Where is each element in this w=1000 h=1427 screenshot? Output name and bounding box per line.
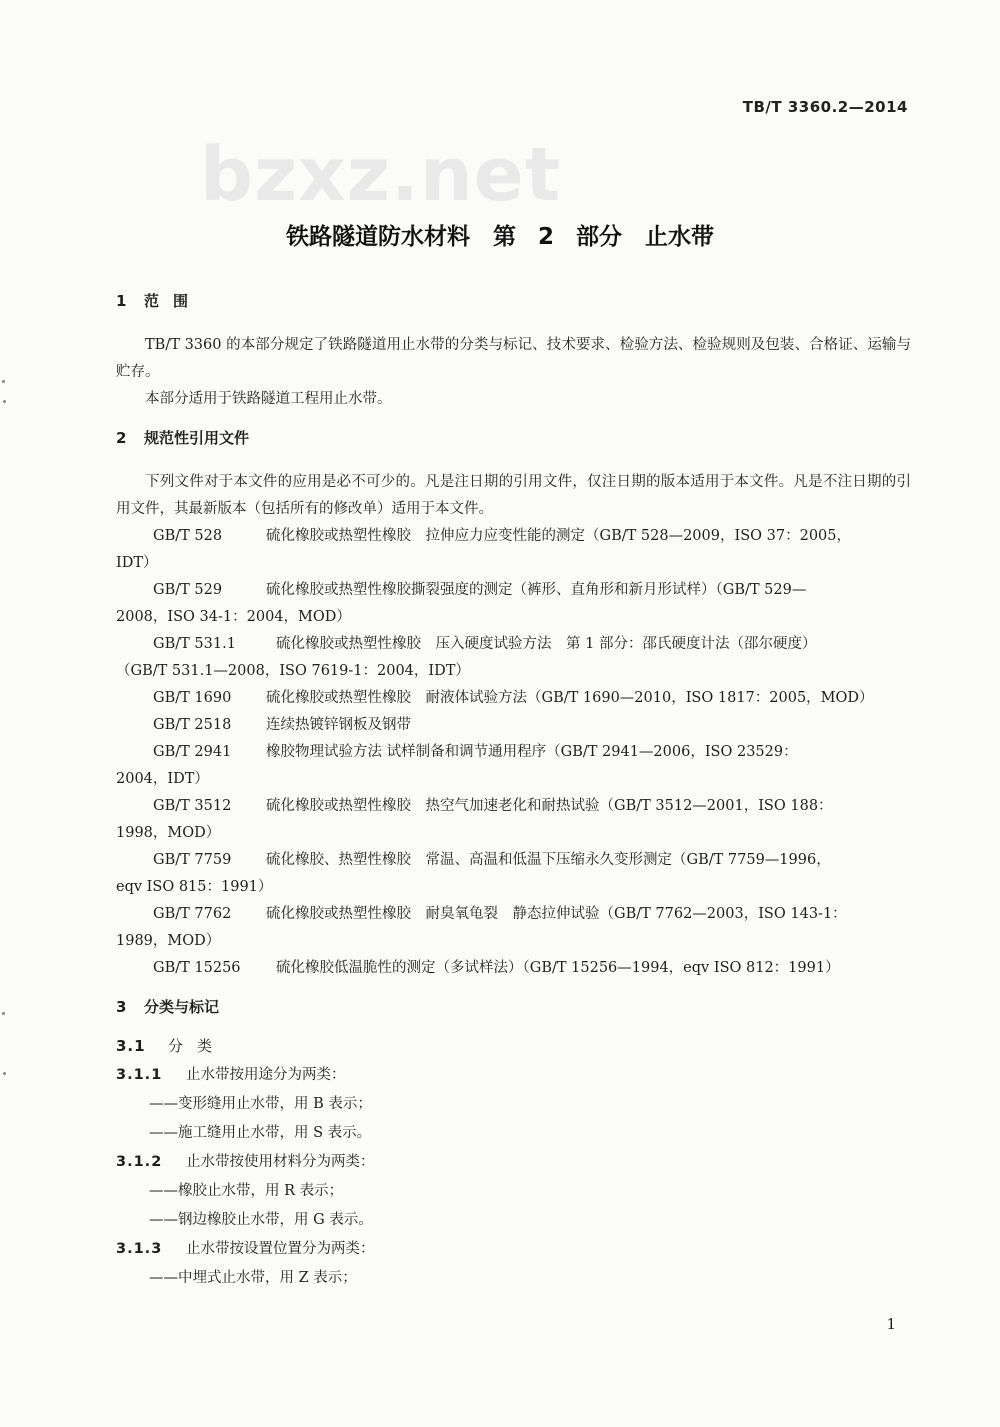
document-body — [116, 287, 911, 1293]
scan-artifact — [2, 1012, 5, 1015]
standard-code: TB/T 3360.2—2014 — [742, 98, 908, 116]
reference-desc: 硫化橡胶或热塑性橡胶 耐液体试验方法（GB/T 1690—2010，ISO 1817：2005，MOD） — [266, 690, 874, 706]
reference-desc: 橡胶物理试验方法 试样制备和调节通用程序（GB/T 2941—2006，ISO 23529： — [266, 744, 798, 760]
reference-continuation: 2004，IDT） — [116, 771, 209, 787]
reference-item — [116, 793, 911, 820]
reference-item — [116, 523, 911, 550]
page-number: 1 — [886, 1315, 896, 1333]
reference-desc: 硫化橡胶低温脆性的测定（多试样法）（GB/T 15256—1994，eqv ISO 812：1991） — [276, 960, 840, 976]
clause-text: 止水带按设置位置分为两类： — [186, 1241, 375, 1257]
reference-code: GB/T 2941 — [153, 744, 232, 760]
reference-item — [116, 577, 911, 604]
reference-code: GB/T 2518 — [153, 717, 232, 733]
reference-item — [116, 712, 911, 739]
reference-code: GB/T 531.1 — [153, 636, 236, 652]
reference-continuation: （GB/T 531.1—2008，ISO 7619-1：2004，IDT） — [116, 663, 470, 679]
reference-item — [116, 631, 911, 658]
subsection-heading — [116, 1032, 911, 1061]
clause-number: 3.1.1 — [116, 1067, 163, 1083]
section-2-heading — [116, 424, 911, 452]
scan-artifact — [3, 1072, 6, 1075]
section-number: 3 — [116, 998, 127, 1016]
subsection-number: 3.1 — [116, 1037, 146, 1055]
list-item: ——橡胶止水带，用 R 表示； — [149, 1183, 344, 1199]
scan-artifact — [3, 400, 6, 403]
reference-item — [116, 901, 911, 928]
reference-item — [116, 685, 911, 712]
reference-desc: 硫化橡胶或热塑性橡胶 压入硬度试验方法 第 1 部分：邵氏硬度计法（邵尔硬度） — [276, 636, 817, 652]
section-title: 规范性引用文件 — [144, 429, 250, 447]
section-number: 2 — [116, 429, 127, 447]
paragraph: TB/T 3360 的本部分规定了铁路隧道用止水带的分类与标记、技术要求、检验方法、检验规则及包装、合格证、运输与贮存。 — [116, 337, 911, 380]
section-number: 1 — [116, 292, 127, 310]
clause — [116, 1235, 911, 1264]
reference-desc: 硫化橡胶或热塑性橡胶 拉伸应力应变性能的测定（GB/T 528—2009，ISO 37：2005， — [266, 528, 851, 544]
section-3-heading — [116, 993, 911, 1021]
list-item: ——中埋式止水带，用 Z 表示； — [149, 1270, 357, 1286]
list-item: ——变形缝用止水带，用 B 表示； — [149, 1096, 372, 1112]
section-title: 分类与标记 — [144, 998, 220, 1016]
reference-continuation: IDT） — [116, 555, 158, 571]
watermark: bzxz.net — [200, 132, 562, 218]
reference-code: GB/T 7762 — [153, 906, 232, 922]
reference-code: GB/T 1690 — [153, 690, 232, 706]
reference-continuation: eqv ISO 815：1991） — [116, 879, 273, 895]
clause-text: 止水带按用途分为两类： — [186, 1067, 346, 1083]
list-item: ——施工缝用止水带，用 S 表示。 — [149, 1125, 372, 1141]
reference-code: GB/T 528 — [153, 528, 223, 544]
paragraph: 本部分适用于铁路隧道工程用止水带。 — [145, 391, 392, 407]
section-1-heading — [116, 287, 911, 315]
clause-number: 3.1.2 — [116, 1154, 163, 1170]
reference-continuation: 2008，ISO 34-1：2004，MOD） — [116, 609, 351, 625]
clause-text: 止水带按使用材料分为两类： — [186, 1154, 375, 1170]
reference-continuation: 1998，MOD） — [116, 825, 221, 841]
clause-number: 3.1.3 — [116, 1241, 163, 1257]
reference-code: GB/T 529 — [153, 582, 223, 598]
scan-artifact — [2, 380, 5, 383]
reference-code: GB/T 7759 — [153, 852, 232, 868]
reference-desc: 连续热镀锌钢板及钢带 — [266, 717, 411, 733]
reference-desc: 硫化橡胶或热塑性橡胶 热空气加速老化和耐热试验（GB/T 3512—2001，ISO 188： — [266, 798, 833, 814]
reference-continuation: 1989，MOD） — [116, 933, 221, 949]
subsection-title: 分类 — [168, 1037, 227, 1055]
section-title: 范围 — [144, 292, 203, 310]
document-title: 铁路隧道防水材料 第 2 部分 止水带 — [285, 224, 715, 250]
list-item: ——钢边橡胶止水带，用 G 表示。 — [149, 1212, 373, 1228]
clause — [116, 1061, 911, 1090]
reference-code: GB/T 3512 — [153, 798, 232, 814]
reference-item — [116, 847, 911, 874]
reference-item — [116, 955, 911, 982]
reference-item — [116, 739, 911, 766]
clause — [116, 1148, 911, 1177]
reference-desc: 硫化橡胶或热塑性橡胶撕裂强度的测定（裤形、直角形和新月形试样）（GB/T 529— — [266, 582, 807, 598]
reference-desc: 硫化橡胶或热塑性橡胶 耐臭氧龟裂 静态拉伸试验（GB/T 7762—2003，ISO 143-1： — [266, 906, 847, 922]
paragraph: 下列文件对于本文件的应用是必不可少的。凡是注日期的引用文件，仅注日期的版本适用于本文件。凡是不注日期的引用文件，其最新版本（包括所有的修改单）适用于本文件。 — [116, 474, 911, 517]
reference-desc: 硫化橡胶、热塑性橡胶 常温、高温和低温下压缩永久变形测定（GB/T 7759—1996， — [266, 852, 831, 868]
reference-code: GB/T 15256 — [153, 960, 241, 976]
